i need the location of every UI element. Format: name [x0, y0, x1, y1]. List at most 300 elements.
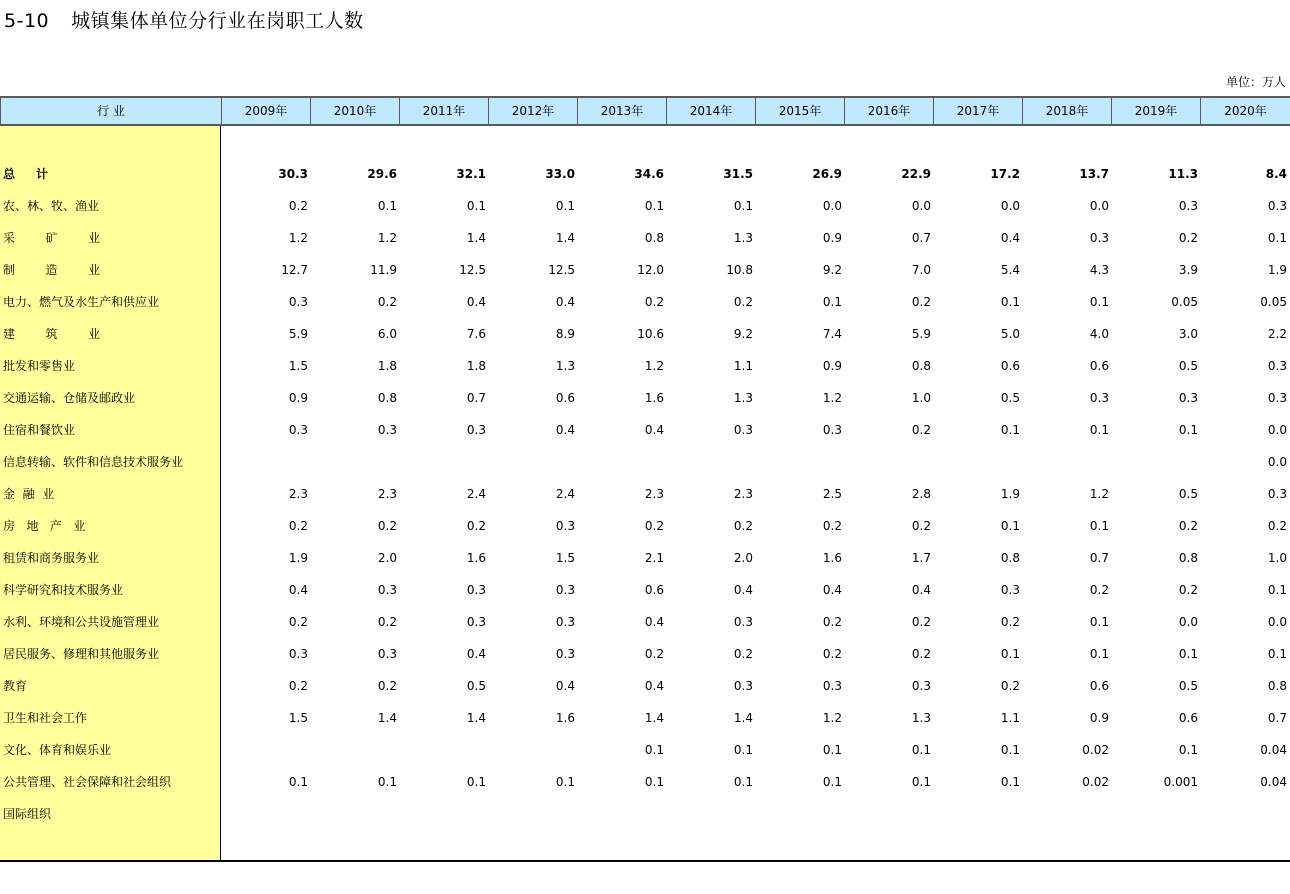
table-cell: 0.8 — [911, 359, 931, 373]
row-label: 住宿和餐饮业 — [3, 423, 76, 437]
table-cell: 0.4 — [822, 583, 842, 597]
table-cell: 1.5 — [288, 359, 308, 373]
table-cell: 13.7 — [1079, 167, 1109, 181]
table-cell: 0.3 — [288, 423, 308, 437]
table-cell: 0.3 — [377, 423, 397, 437]
table-cell: 0.1 — [733, 199, 753, 213]
table-row — [0, 382, 1290, 414]
row-label: 教育 — [3, 679, 28, 693]
table-cell: 2.0 — [733, 551, 753, 565]
row-label: 总 计 — [3, 167, 48, 181]
table-cell: 2.3 — [288, 487, 308, 501]
table-cell: 0.4 — [466, 295, 486, 309]
table-cell: 0.1 — [911, 775, 931, 789]
table-cell: 0.1 — [1000, 647, 1020, 661]
table-cell: 5.0 — [1000, 327, 1020, 341]
table-cell — [1023, 798, 1109, 830]
table-cell: 1.2 — [822, 711, 842, 725]
header-year: 2020年 — [1200, 98, 1290, 124]
table-cell: 0.1 — [1089, 647, 1109, 661]
table-row — [0, 254, 1290, 286]
table-cell: 0.2 — [644, 519, 664, 533]
header-industry: 行 业 — [0, 98, 221, 124]
table-cell — [400, 446, 486, 478]
table-cell: 1.5 — [288, 711, 308, 725]
table-row — [0, 158, 1290, 190]
table-row — [0, 286, 1290, 318]
header-year: 2009年 — [221, 98, 310, 124]
table-cell — [934, 798, 1020, 830]
table-cell: 0.2 — [288, 615, 308, 629]
table-cell: 4.3 — [1089, 263, 1109, 277]
row-label: 房 地 产 业 — [3, 519, 86, 533]
table-row — [0, 414, 1290, 446]
table-cell: 29.6 — [367, 167, 397, 181]
table-cell — [667, 798, 753, 830]
table-cell: 0.6 — [1000, 359, 1020, 373]
table-cell — [222, 798, 308, 830]
table-cell: 0.2 — [1178, 231, 1198, 245]
header-year: 2011年 — [399, 98, 488, 124]
table-cell: 0.1 — [1000, 775, 1020, 789]
table-cell: 1.9 — [1267, 263, 1287, 277]
table-row — [0, 606, 1290, 638]
table-cell: 3.9 — [1178, 263, 1198, 277]
table-cell: 0.3 — [555, 583, 575, 597]
table-cell: 7.0 — [911, 263, 931, 277]
table-cell: 31.5 — [723, 167, 753, 181]
table-cell: 0.5 — [1000, 391, 1020, 405]
table-cell: 0.2 — [822, 615, 842, 629]
table-cell: 8.9 — [555, 327, 575, 341]
table-cell: 12.7 — [281, 263, 308, 277]
table-cell: 0.3 — [911, 679, 931, 693]
row-label: 电力、燃气及水生产和供应业 — [3, 295, 160, 309]
table-cell: 0.2 — [911, 295, 931, 309]
table-cell — [934, 446, 1020, 478]
table-cell: 0.1 — [644, 743, 664, 757]
table-cell: 1.4 — [644, 711, 664, 725]
table-cell: 0.05 — [1260, 295, 1287, 309]
table-cell: 0.2 — [822, 519, 842, 533]
row-label: 建 筑 业 — [3, 327, 101, 341]
table-cell: 2.3 — [733, 487, 753, 501]
table-cell — [667, 446, 753, 478]
table-cell: 0.3 — [1267, 359, 1287, 373]
table-row — [0, 798, 1290, 830]
row-label: 制 造 业 — [3, 263, 101, 277]
table-cell: 0.5 — [1178, 359, 1198, 373]
table-cell: 0.1 — [1089, 295, 1109, 309]
header-year: 2012年 — [488, 98, 577, 124]
table-cell: 0.1 — [1000, 295, 1020, 309]
table-cell: 0.4 — [555, 679, 575, 693]
table-cell: 0.1 — [822, 295, 842, 309]
table-cell: 1.3 — [733, 231, 753, 245]
table-cell: 0.04 — [1260, 775, 1287, 789]
table-cell: 2.4 — [555, 487, 575, 501]
table-cell: 0.9 — [288, 391, 308, 405]
table-cell: 0.8 — [1267, 679, 1287, 693]
table-cell: 4.0 — [1089, 327, 1109, 341]
row-label: 交通运输、仓储及邮政业 — [3, 391, 136, 405]
table-cell: 0.1 — [1178, 647, 1198, 661]
table-cell: 26.9 — [812, 167, 842, 181]
table-cell — [1112, 798, 1198, 830]
table-cell: 9.2 — [733, 327, 753, 341]
table-cell: 0.3 — [733, 615, 753, 629]
table-cell: 0.6 — [555, 391, 575, 405]
table-cell: 7.4 — [822, 327, 842, 341]
table-cell — [489, 734, 575, 766]
row-label: 批发和零售业 — [3, 359, 76, 373]
table-cell: 0.2 — [377, 519, 397, 533]
row-label: 卫生和社会工作 — [3, 711, 88, 725]
table-cell: 0.3 — [733, 423, 753, 437]
table-cell: 0.2 — [644, 295, 664, 309]
table-cell: 0.6 — [1178, 711, 1198, 725]
table-cell — [1201, 798, 1287, 830]
table-header — [0, 96, 1290, 126]
table-cell: 0.2 — [377, 679, 397, 693]
table-cell — [489, 798, 575, 830]
table-cell: 0.5 — [466, 679, 486, 693]
table-cell: 0.0 — [1267, 615, 1287, 629]
table-cell: 0.2 — [822, 647, 842, 661]
table-cell: 0.1 — [822, 743, 842, 757]
table-cell: 0.1 — [733, 775, 753, 789]
table-cell: 1.3 — [733, 391, 753, 405]
table-cell: 1.4 — [555, 231, 575, 245]
table-cell — [756, 798, 842, 830]
table-row — [0, 478, 1290, 510]
table-cell: 0.4 — [644, 679, 664, 693]
table-cell: 0.4 — [288, 583, 308, 597]
table-cell: 1.4 — [466, 711, 486, 725]
table-cell: 0.7 — [466, 391, 486, 405]
table-cell: 0.6 — [1089, 679, 1109, 693]
table-cell: 0.1 — [377, 775, 397, 789]
table-cell: 0.1 — [1178, 423, 1198, 437]
table-cell: 1.8 — [377, 359, 397, 373]
table-cell: 1.2 — [377, 231, 397, 245]
table-cell: 0.1 — [822, 775, 842, 789]
table-cell: 33.0 — [545, 167, 575, 181]
header-year: 2018年 — [1022, 98, 1111, 124]
table-cell: 0.0 — [1000, 199, 1020, 213]
header-year: 2015年 — [755, 98, 844, 124]
table-cell: 0.0 — [1178, 615, 1198, 629]
table-cell: 0.1 — [555, 775, 575, 789]
table-cell: 0.1 — [1267, 231, 1287, 245]
table-cell: 0.1 — [555, 199, 575, 213]
table-cell: 32.1 — [456, 167, 486, 181]
table-cell: 0.7 — [911, 231, 931, 245]
table-cell: 0.2 — [1000, 679, 1020, 693]
row-label: 公共管理、社会保障和社会组织 — [3, 775, 172, 789]
table-cell: 0.0 — [1267, 455, 1287, 469]
table-cell — [845, 446, 931, 478]
row-label: 文化、体育和娱乐业 — [3, 743, 112, 757]
table-cell: 0.2 — [733, 519, 753, 533]
table-cell: 0.6 — [1089, 359, 1109, 373]
table-cell: 2.8 — [911, 487, 931, 501]
table-cell: 6.0 — [377, 327, 397, 341]
table-cell: 9.2 — [822, 263, 842, 277]
table-cell: 1.2 — [288, 231, 308, 245]
table-row — [0, 510, 1290, 542]
table-row — [0, 350, 1290, 382]
table-cell: 0.2 — [1178, 519, 1198, 533]
table-cell: 2.3 — [644, 487, 664, 501]
table-cell: 5.4 — [1000, 263, 1020, 277]
table-cell: 0.2 — [1089, 583, 1109, 597]
table-cell — [400, 734, 486, 766]
table-row — [0, 734, 1290, 766]
table-cell: 0.4 — [644, 615, 664, 629]
table-cell: 12.0 — [637, 263, 664, 277]
table-cell: 0.3 — [733, 679, 753, 693]
table-cell: 0.2 — [377, 615, 397, 629]
table-cell: 0.4 — [466, 647, 486, 661]
table-cell: 0.3 — [1267, 487, 1287, 501]
table-cell: 2.2 — [1267, 327, 1287, 341]
table-cell: 0.8 — [1178, 551, 1198, 565]
table-cell: 0.1 — [1267, 583, 1287, 597]
table-cell: 0.1 — [1089, 519, 1109, 533]
table-cell: 0.2 — [288, 199, 308, 213]
table-cell: 2.1 — [644, 551, 664, 565]
table-cell: 0.1 — [1000, 519, 1020, 533]
table-cell: 0.2 — [911, 423, 931, 437]
table-cell: 11.3 — [1168, 167, 1198, 181]
table-cell: 0.4 — [644, 423, 664, 437]
header-year: 2017年 — [933, 98, 1022, 124]
table-cell: 0.2 — [288, 519, 308, 533]
table-cell: 0.2 — [1267, 519, 1287, 533]
header-year: 2013年 — [577, 98, 666, 124]
table-cell: 0.1 — [733, 743, 753, 757]
table-row — [0, 190, 1290, 222]
table-cell: 0.3 — [1178, 199, 1198, 213]
table-cell: 17.2 — [990, 167, 1020, 181]
table-cell: 1.3 — [555, 359, 575, 373]
table-cell: 1.3 — [911, 711, 931, 725]
table-cell: 0.001 — [1163, 775, 1198, 789]
table-cell: 5.9 — [288, 327, 308, 341]
table-cell: 0.3 — [822, 423, 842, 437]
table-cell: 0.2 — [377, 295, 397, 309]
table-cell: 1.4 — [466, 231, 486, 245]
table-cell: 0.1 — [1178, 743, 1198, 757]
table-cell: 0.5 — [1178, 487, 1198, 501]
table-cell: 12.5 — [459, 263, 486, 277]
row-label: 居民服务、修理和其他服务业 — [3, 647, 160, 661]
table-cell: 0.1 — [288, 775, 308, 789]
table-cell: 1.7 — [911, 551, 931, 565]
table-cell: 1.1 — [733, 359, 753, 373]
row-label: 金 融 业 — [3, 487, 55, 501]
table-row — [0, 574, 1290, 606]
table-cell: 0.2 — [644, 647, 664, 661]
header-year: 2019年 — [1111, 98, 1200, 124]
table-cell: 1.5 — [555, 551, 575, 565]
table-cell — [311, 734, 397, 766]
table-cell: 5.9 — [911, 327, 931, 341]
table-cell: 0.4 — [1000, 231, 1020, 245]
row-label: 农、林、牧、渔业 — [3, 199, 100, 213]
table-cell: 0.6 — [644, 583, 664, 597]
table-cell — [311, 798, 397, 830]
table-cell: 0.3 — [1267, 391, 1287, 405]
table-cell: 0.4 — [911, 583, 931, 597]
table-cell: 8.4 — [1265, 167, 1287, 181]
table-cell: 0.1 — [1089, 615, 1109, 629]
table-cell: 0.2 — [1000, 615, 1020, 629]
table-cell: 1.8 — [466, 359, 486, 373]
table-cell: 0.3 — [288, 647, 308, 661]
table-cell: 0.3 — [377, 647, 397, 661]
row-label: 国际组织 — [3, 807, 52, 821]
header-year: 2010年 — [310, 98, 399, 124]
table-cell: 1.6 — [466, 551, 486, 565]
header-year: 2014年 — [666, 98, 755, 124]
table-cell: 10.8 — [726, 263, 753, 277]
table-cell: 0.3 — [466, 615, 486, 629]
table-cell: 1.2 — [644, 359, 664, 373]
table-cell: 0.2 — [733, 647, 753, 661]
unit-label: 单位：万人 — [1225, 75, 1286, 89]
table-cell: 0.3 — [1089, 231, 1109, 245]
table-cell: 1.4 — [377, 711, 397, 725]
table-cell: 1.9 — [1000, 487, 1020, 501]
table-cell: 0.3 — [288, 295, 308, 309]
table-cell — [222, 446, 308, 478]
table-row — [0, 446, 1290, 478]
table-cell: 0.2 — [911, 519, 931, 533]
table-bottom-border — [0, 860, 1290, 862]
table-cell: 22.9 — [901, 167, 931, 181]
table-cell: 7.6 — [466, 327, 486, 341]
table-cell: 0.8 — [1000, 551, 1020, 565]
table-cell: 2.3 — [377, 487, 397, 501]
row-label: 水利、环境和公共设施管理业 — [3, 615, 160, 629]
table-cell: 12.5 — [548, 263, 575, 277]
table-cell: 2.0 — [377, 551, 397, 565]
table-cell: 0.1 — [644, 775, 664, 789]
table-cell: 0.0 — [911, 199, 931, 213]
table-cell: 0.3 — [822, 679, 842, 693]
table-cell: 0.1 — [911, 743, 931, 757]
table-cell: 0.2 — [288, 679, 308, 693]
table-cell: 0.5 — [1178, 679, 1198, 693]
table-cell: 0.0 — [822, 199, 842, 213]
table-cell: 1.0 — [1267, 551, 1287, 565]
row-label: 科学研究和技术服务业 — [3, 583, 124, 597]
table-cell: 1.2 — [1089, 487, 1109, 501]
table-cell: 0.1 — [1000, 423, 1020, 437]
table-cell: 0.3 — [555, 615, 575, 629]
table-cell: 0.1 — [377, 199, 397, 213]
table-cell: 0.4 — [555, 295, 575, 309]
table-cell — [489, 446, 575, 478]
table-cell — [578, 798, 664, 830]
table-cell: 0.05 — [1171, 295, 1198, 309]
table-cell — [400, 798, 486, 830]
table-cell: 0.3 — [555, 519, 575, 533]
table-row — [0, 670, 1290, 702]
table-row — [0, 702, 1290, 734]
table-cell: 0.3 — [1000, 583, 1020, 597]
table-cell: 0.9 — [1089, 711, 1109, 725]
row-label: 采 矿 业 — [3, 231, 101, 245]
table-cell — [222, 734, 308, 766]
table-cell: 0.1 — [466, 775, 486, 789]
table-cell — [756, 446, 842, 478]
table-cell: 11.9 — [370, 263, 397, 277]
table-cell: 0.04 — [1260, 743, 1287, 757]
table-cell: 0.2 — [466, 519, 486, 533]
table-cell: 34.6 — [634, 167, 664, 181]
row-label: 租赁和商务服务业 — [3, 551, 100, 565]
table-cell: 0.0 — [1267, 423, 1287, 437]
table-cell: 0.1 — [1089, 423, 1109, 437]
table-cell: 1.6 — [822, 551, 842, 565]
table-cell: 2.4 — [466, 487, 486, 501]
table-cell: 0.2 — [911, 647, 931, 661]
table-cell: 0.02 — [1082, 775, 1109, 789]
table-title: 城镇集体单位分行业在岗职工人数 — [71, 10, 364, 32]
table-cell: 10.6 — [637, 327, 664, 341]
table-cell: 0.7 — [1267, 711, 1287, 725]
table-row — [0, 766, 1290, 798]
table-cell: 0.0 — [1089, 199, 1109, 213]
table-cell: 0.1 — [644, 199, 664, 213]
table-row — [0, 542, 1290, 574]
table-cell: 1.6 — [644, 391, 664, 405]
table-cell: 1.4 — [733, 711, 753, 725]
header-year: 2016年 — [844, 98, 933, 124]
table-cell: 0.3 — [1178, 391, 1198, 405]
table-cell: 0.7 — [1089, 551, 1109, 565]
table-cell: 1.0 — [911, 391, 931, 405]
table-cell: 0.9 — [822, 359, 842, 373]
table-cell: 0.1 — [1267, 647, 1287, 661]
table-cell: 0.8 — [644, 231, 664, 245]
table-cell: 1.9 — [288, 551, 308, 565]
table-cell: 0.3 — [466, 423, 486, 437]
table-cell: 0.1 — [466, 199, 486, 213]
table-cell: 0.1 — [1000, 743, 1020, 757]
table-row — [0, 638, 1290, 670]
table-cell: 0.4 — [733, 583, 753, 597]
table-cell: 0.3 — [1267, 199, 1287, 213]
table-cell — [311, 446, 397, 478]
table-cell: 1.1 — [1000, 711, 1020, 725]
table-row — [0, 318, 1290, 350]
table-cell: 0.02 — [1082, 743, 1109, 757]
table-cell — [578, 446, 664, 478]
table-cell: 0.3 — [466, 583, 486, 597]
page-title — [4, 6, 364, 33]
table-cell: 0.2 — [733, 295, 753, 309]
table-cell: 30.3 — [278, 167, 308, 181]
table-cell: 0.3 — [555, 647, 575, 661]
row-label: 信息转输、软件和信息技术服务业 — [3, 455, 184, 469]
table-cell: 1.2 — [822, 391, 842, 405]
table-cell: 0.3 — [1089, 391, 1109, 405]
table-number: 5-10 — [4, 10, 50, 32]
